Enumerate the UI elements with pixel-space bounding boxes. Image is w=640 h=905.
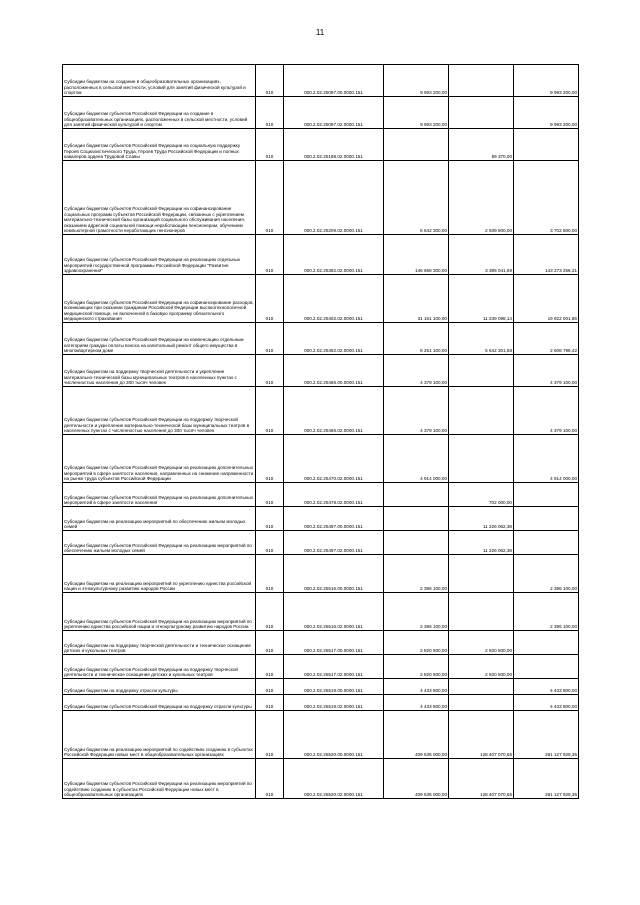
table-row — [63, 711, 579, 759]
row-budget-code-cell: 000.2.02.25466.00.0000.151 — [284, 355, 384, 387]
row-budget-code-cell: 000.2.02.25519.00.0000.151 — [284, 679, 384, 695]
row-budget-code-cell: 000.2.02.25497.02.0000.151 — [284, 531, 384, 555]
row-executed-amount-cell — [449, 555, 514, 593]
row-admin-code-cell: 010 — [256, 631, 284, 655]
row-name-cell: Субсидии бюджетам субъектов Российской Федерации на социальную поддержку Героев Социалистического Труда, Героев Труда Российской Федерации и полных кавалеров ордена Трудовой Славы — [63, 129, 256, 161]
row-executed-amount-cell: 3 385 041,69 — [449, 235, 514, 275]
row-approved-amount-cell: 4 433 800,00 — [384, 679, 449, 695]
row-remainder-amount-cell: 143 273 258,31 — [514, 235, 579, 275]
row-admin-code-cell: 010 — [256, 655, 284, 679]
row-approved-amount-cell: 4 379 100,00 — [384, 355, 449, 387]
table-body — [63, 65, 579, 799]
row-budget-code-cell: 000.2.02.25516.02.0000.151 — [284, 593, 384, 631]
row-admin-code-cell: 010 — [256, 65, 284, 97]
row-admin-code-cell: 010 — [256, 507, 284, 531]
page-number: 11 — [315, 28, 325, 37]
row-approved-amount-cell: 4 433 800,00 — [384, 695, 449, 711]
row-remainder-amount-cell — [514, 483, 579, 507]
row-executed-amount-cell — [449, 355, 514, 387]
row-name-cell: Субсидии бюджетам субъектов Российской Федерации на реализацию дополнительных мероприятий в сфере занятости населения, направленных на снижение напряженности на рынке труда субъектов Российской Федерации — [63, 435, 256, 483]
row-name-cell: Субсидии бюджетам субъектов Российской Федерации на создание в общеобразовательных организациях, расположенных в сельской местности, условий для занятий физической культурой и спортом — [63, 97, 256, 129]
row-name-cell: Субсидии бюджетам субъектов Российской Федерации на компенсацию отдельным категориям граждан оплаты взноса на капитальный ремонт общего имущества в многоквартирном доме — [63, 323, 256, 355]
row-admin-code-cell: 010 — [256, 97, 284, 129]
row-admin-code-cell: 010 — [256, 235, 284, 275]
row-budget-code-cell: 000.2.02.25198.02.0000.151 — [284, 129, 384, 161]
row-executed-amount-cell — [449, 97, 514, 129]
row-name-cell: Субсидии бюджетам субъектов Российской Федерации на софинансирование социальных программ субъектов Российской Федерации, связанных с укреплением материально-технической базы организаций социального обслуживания населения, оказанием адресной социальной помощи неработающим пенсионерам, обучением компьютерной грамотности неработающих пенсионеров — [63, 161, 256, 235]
row-budget-code-cell: 000.2.02.25402.02.0000.151 — [284, 275, 384, 323]
table-row — [63, 655, 579, 679]
row-approved-amount-cell: 4 379 100,00 — [384, 387, 449, 435]
row-approved-amount-cell: 409 535 000,00 — [384, 759, 449, 799]
row-budget-code-cell: 000.2.02.25517.00.0000.151 — [284, 631, 384, 655]
row-budget-code-cell: 000.2.02.25462.02.0000.151 — [284, 323, 384, 355]
row-admin-code-cell: 010 — [256, 759, 284, 799]
row-budget-code-cell: 000.2.02.25520.00.0000.151 — [284, 711, 384, 759]
table-row — [63, 531, 579, 555]
row-budget-code-cell: 000.2.02.25478.02.0000.151 — [284, 483, 384, 507]
row-admin-code-cell: 010 — [256, 161, 284, 235]
row-approved-amount-cell — [384, 483, 449, 507]
table-row — [63, 695, 579, 711]
row-name-cell: Субсидии бюджетам субъектов Российской Федерации на реализацию мероприятий по укреплению единства российской нации и этнокультурному развитию народов России — [63, 593, 256, 631]
row-executed-amount-cell: 2 820 500,00 — [449, 655, 514, 679]
row-budget-code-cell: 000.2.02.25517.02.0000.151 — [284, 655, 384, 679]
row-name-cell: Субсидии бюджетам субъектов Российской Федерации на поддержку творческой деятельности и укрепление материально-технической базы муниципальных театров в населенных пунктах с численностью населения до 300 тысяч человек — [63, 387, 256, 435]
row-budget-code-cell: 000.2.02.25097.00.0000.151 — [284, 65, 384, 97]
row-remainder-amount-cell: 19 922 001,86 — [514, 275, 579, 323]
table-row — [63, 323, 579, 355]
row-approved-amount-cell — [384, 129, 449, 161]
row-admin-code-cell: 010 — [256, 483, 284, 507]
row-executed-amount-cell — [449, 593, 514, 631]
row-budget-code-cell: 000.2.02.25466.02.0000.151 — [284, 387, 384, 435]
row-executed-amount-cell — [449, 387, 514, 435]
row-approved-amount-cell: 9 993 200,00 — [384, 65, 449, 97]
table-row — [63, 759, 579, 799]
row-approved-amount-cell: 2 396 100,00 — [384, 555, 449, 593]
row-remainder-amount-cell: 3 702 800,00 — [514, 161, 579, 235]
row-remainder-amount-cell: 4 914 000,00 — [514, 435, 579, 483]
row-admin-code-cell: 010 — [256, 355, 284, 387]
row-name-cell: Субсидии бюджетам субъектов Российской Федерации на реализацию мероприятий по обеспечению жильем молодых семей — [63, 531, 256, 555]
row-approved-amount-cell: 8 251 100,00 — [384, 323, 449, 355]
table-row — [63, 631, 579, 655]
row-admin-code-cell: 010 — [256, 129, 284, 161]
row-remainder-amount-cell: 4 433 800,00 — [514, 679, 579, 695]
row-remainder-amount-cell: 2 608 798,42 — [514, 323, 579, 355]
row-budget-code-cell: 000.2.02.25520.02.0000.151 — [284, 759, 384, 799]
row-approved-amount-cell: 409 535 000,00 — [384, 711, 449, 759]
row-executed-amount-cell: 128 407 070,65 — [449, 711, 514, 759]
table-row — [63, 355, 579, 387]
row-remainder-amount-cell — [514, 631, 579, 655]
row-admin-code-cell: 010 — [256, 275, 284, 323]
budget-table — [62, 64, 579, 799]
row-executed-amount-cell — [449, 679, 514, 695]
row-admin-code-cell: 010 — [256, 695, 284, 711]
row-budget-code-cell: 000.2.02.25497.00.0000.151 — [284, 507, 384, 531]
row-remainder-amount-cell: 2 396 100,00 — [514, 593, 579, 631]
row-name-cell: Субсидии бюджетам на поддержку творческой деятельности и укрепление материально-технической базы муниципальных театров в населенных пунктах с численностью населения до 300 тысяч человек — [63, 355, 256, 387]
row-remainder-amount-cell — [514, 655, 579, 679]
table-row — [63, 387, 579, 435]
table-row — [63, 483, 579, 507]
row-name-cell: Субсидии бюджетам субъектов Российской Федерации на реализацию мероприятий по содействию созданию в субъектах Российской Федерации новых мест в общеобразовательных организациях — [63, 759, 256, 799]
row-admin-code-cell: 010 — [256, 435, 284, 483]
row-remainder-amount-cell: 281 127 929,35 — [514, 711, 579, 759]
row-name-cell: Субсидии бюджетам на реализацию мероприятий по обеспечению жильем молодых семей — [63, 507, 256, 531]
row-executed-amount-cell — [449, 435, 514, 483]
row-approved-amount-cell: 31 161 100,00 — [384, 275, 449, 323]
row-executed-amount-cell: 2 820 500,00 — [449, 631, 514, 655]
row-remainder-amount-cell: 4 379 100,00 — [514, 355, 579, 387]
row-budget-code-cell: 000.2.02.25382.02.0000.151 — [284, 235, 384, 275]
row-admin-code-cell: 010 — [256, 711, 284, 759]
row-remainder-amount-cell: 4 379 100,00 — [514, 387, 579, 435]
table-row — [63, 129, 579, 161]
row-name-cell: Субсидии бюджетам субъектов Российской Федерации на поддержку отрасли культуры — [63, 695, 256, 711]
row-admin-code-cell: 010 — [256, 387, 284, 435]
row-remainder-amount-cell: 9 993 200,00 — [514, 65, 579, 97]
row-admin-code-cell: 010 — [256, 323, 284, 355]
row-remainder-amount-cell: 281 127 929,35 — [514, 759, 579, 799]
row-admin-code-cell: 010 — [256, 531, 284, 555]
row-budget-code-cell: 000.2.02.25097.02.0000.151 — [284, 97, 384, 129]
row-admin-code-cell: 010 — [256, 593, 284, 631]
row-approved-amount-cell: 6 642 300,00 — [384, 161, 449, 235]
row-executed-amount-cell: 11 226 062,38 — [449, 507, 514, 531]
row-name-cell: Субсидии бюджетам субъектов Российской Федерации на поддержку творческой деятельности и техническое оснащение детских и кукольных театров — [63, 655, 256, 679]
table-row — [63, 235, 579, 275]
row-executed-amount-cell: 128 407 070,65 — [449, 759, 514, 799]
row-executed-amount-cell: 2 939 500,00 — [449, 161, 514, 235]
row-remainder-amount-cell — [514, 531, 579, 555]
row-name-cell: Субсидии бюджетам на поддержку отрасли культуры — [63, 679, 256, 695]
row-approved-amount-cell: 9 993 200,00 — [384, 97, 449, 129]
table-row — [63, 435, 579, 483]
row-executed-amount-cell — [449, 65, 514, 97]
row-executed-amount-cell — [449, 695, 514, 711]
row-admin-code-cell: 010 — [256, 679, 284, 695]
row-executed-amount-cell: 11 239 098,14 — [449, 275, 514, 323]
table-row — [63, 507, 579, 531]
table-row — [63, 593, 579, 631]
row-approved-amount-cell — [384, 507, 449, 531]
row-budget-code-cell: 000.2.02.25519.02.0000.151 — [284, 695, 384, 711]
table-row — [63, 275, 579, 323]
row-budget-code-cell: 000.2.02.25209.02.0000.151 — [284, 161, 384, 235]
row-name-cell: Субсидии бюджетам на реализацию мероприятий по содействию созданию в субъектах Российской Федерации новых мест в общеобразовательных организациях — [63, 711, 256, 759]
row-budget-code-cell: 000.2.02.25470.02.0000.151 — [284, 435, 384, 483]
row-executed-amount-cell: 11 226 062,38 — [449, 531, 514, 555]
table-row — [63, 65, 579, 97]
row-approved-amount-cell: 2 396 100,00 — [384, 593, 449, 631]
row-budget-code-cell: 000.2.02.25516.00.0000.151 — [284, 555, 384, 593]
row-name-cell: Субсидии бюджетам субъектов Российской Федерации на софинансирование расходов, возникающих при оказании гражданам Российской Федерации высокотехнологичной медицинской помощи, не включенной в базовую программу обязательного медицинского страхования — [63, 275, 256, 323]
row-executed-amount-cell: 59 370,00 — [449, 129, 514, 161]
row-name-cell: Субсидии бюджетам субъектов Российской Федерации на реализацию отдельных мероприятий государственной программы Российской Федерации "Развитие здравоохранения" — [63, 235, 256, 275]
row-remainder-amount-cell: 2 396 100,00 — [514, 555, 579, 593]
row-approved-amount-cell — [384, 531, 449, 555]
row-name-cell: Субсидии бюджетам на создание в общеобразовательных организациях, расположенных в сельской местности, условий для занятий физической культурой и спортом — [63, 65, 256, 97]
row-executed-amount-cell: 5 642 301,58 — [449, 323, 514, 355]
row-name-cell: Субсидии бюджетам на реализацию мероприятий по укреплению единства российской нации и этнокультурному развитию народов России — [63, 555, 256, 593]
row-remainder-amount-cell — [514, 129, 579, 161]
row-remainder-amount-cell: 4 433 800,00 — [514, 695, 579, 711]
table-row — [63, 97, 579, 129]
row-remainder-amount-cell: 9 993 200,00 — [514, 97, 579, 129]
row-approved-amount-cell: 2 820 500,00 — [384, 655, 449, 679]
row-approved-amount-cell: 4 914 000,00 — [384, 435, 449, 483]
row-approved-amount-cell: 2 820 500,00 — [384, 631, 449, 655]
table-row — [63, 679, 579, 695]
row-name-cell: Субсидии бюджетам субъектов Российской Федерации на реализацию дополнительных мероприятий в сфере занятости населения — [63, 483, 256, 507]
row-name-cell: Субсидии бюджетам на поддержку творческой деятельности и техническое оснащение детских и кукольных театров — [63, 631, 256, 655]
row-admin-code-cell: 010 — [256, 555, 284, 593]
table-row — [63, 161, 579, 235]
row-remainder-amount-cell — [514, 507, 579, 531]
row-approved-amount-cell: 146 658 300,00 — [384, 235, 449, 275]
row-executed-amount-cell: 702 000,00 — [449, 483, 514, 507]
table-row — [63, 555, 579, 593]
